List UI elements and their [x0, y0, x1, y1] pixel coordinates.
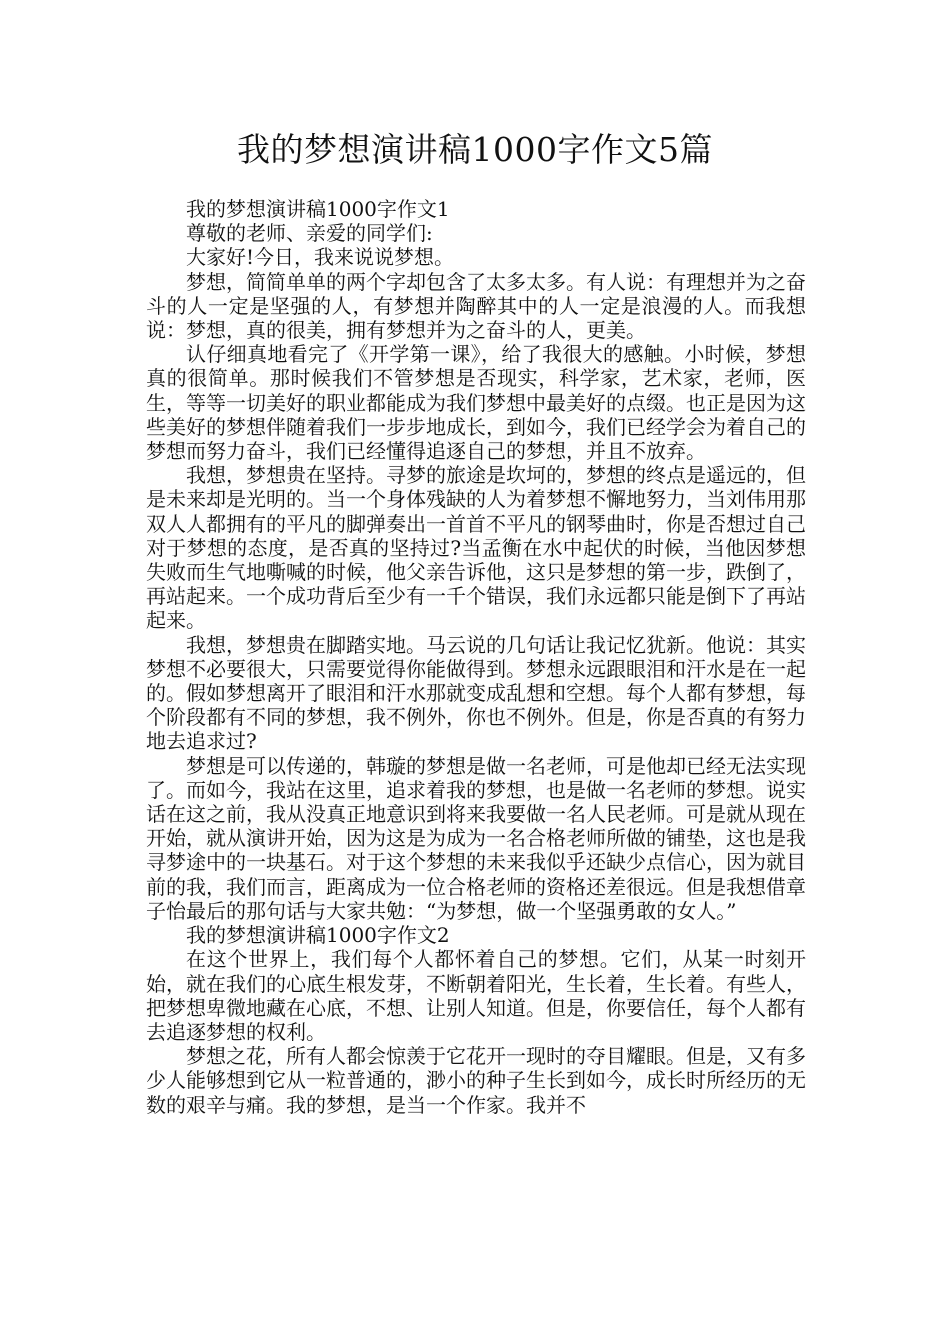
body-paragraph: 认仔细真地看完了《开学第一课》，给了我很大的感触。小时候，梦想真的很简单。那时候我们不管梦想是否现实，科学家，艺术家，老师，医生，等等一切美好的职业都能成为我们梦想中最美好的点缀。也正是因为这些美好的梦想伴随着我们一步步地成长，到如今，我们已经学会为着自己的梦想而努力奋斗，我们已经懂得追逐自己的梦想，并且不放弃。 — [146, 342, 806, 464]
body-paragraph: 梦想是可以传递的，韩璇的梦想是做一名老师，可是他却已经无法实现了。而如今，我站在这里，追求着我的梦想，也是做一名老师的梦想。说实话在这之前，我从没真正地意识到将来我要做一名人民老师。可是就从现在开始，就从演讲开始，因为这是为成为一名合格老师所做的铺垫，这也是我寻梦途中的一块基石。对于这个梦想的未来我似乎还缺少点信心，因为就目前的我，我们而言，距离成为一位合格老师的资格还差很远。但是我想借章子怡最后的那句话与大家共勉：“为梦想，做一个坚强勇敢的女人。” — [146, 753, 806, 923]
body-paragraph: 我想，梦想贵在坚持。寻梦的旅途是坎坷的，梦想的终点是遥远的，但是未来却是光明的。当一个身体残缺的人为着梦想不懈地努力，当刘伟用那双人人都拥有的平凡的脚弹奏出一首首不平凡的钢琴曲时，你是否想过自己对于梦想的态度，是否真的坚持过?当孟衡在水中起伏的时候，当他因梦想失败而生气地嘶喊的时候，他父亲告诉他，这只是梦想的第一步，跌倒了，再站起来。一个成功背后至少有一千个错误，我们永远都只能是倒下了再站起来。 — [146, 463, 806, 633]
body-paragraph: 梦想，简简单单的两个字却包含了太多太多。有人说：有理想并为之奋斗的人一定是坚强的人，有梦想并陶醉其中的人一定是浪漫的人。而我想说：梦想，真的很美，拥有梦想并为之奋斗的人，更美。 — [146, 269, 806, 343]
section-heading: 我的梦想演讲稿1000字作文2 — [186, 923, 450, 948]
body-paragraph: 我想，梦想贵在脚踏实地。马云说的几句话让我记忆犹新。他说：其实梦想不必要很大，只需要觉得你能做得到。梦想永远跟眼泪和汗水是在一起的。假如梦想离开了眼泪和汗水那就变成乱想和空想。每个人都有梦想，每个阶段都有不同的梦想，我不例外，你也不例外。但是，你是否真的有努力地去追求过? — [146, 632, 806, 754]
document-title: 我的梦想演讲稿1000字作文5篇 — [237, 130, 713, 169]
section-heading: 我的梦想演讲稿1000字作文1 — [186, 197, 450, 221]
body-paragraph: 在这个世界上，我们每个人都怀着自己的梦想。它们，从某一时刻开始，就在我们的心底生根发芽，不断朝着阳光，生长着，生长着。有些人，把梦想卑微地藏在心底，不想、让别人知道。但是，你要信任，每个人都有去追逐梦想的权利。 — [146, 947, 806, 1044]
document-body — [146, 197, 806, 1117]
body-paragraph: 梦想之花，所有人都会惊羡于它花开一现时的夺目耀眼。但是，又有多少人能够想到它从一粒普通的，渺小的种子生长到如今，成长时所经历的无数的艰辛与痛。我的梦想，是当一个作家。我并不 — [146, 1044, 806, 1117]
salutation: 尊敬的老师、亲爱的同学们: — [186, 221, 433, 246]
greeting: 大家好!今日，我来说说梦想。 — [186, 245, 455, 270]
